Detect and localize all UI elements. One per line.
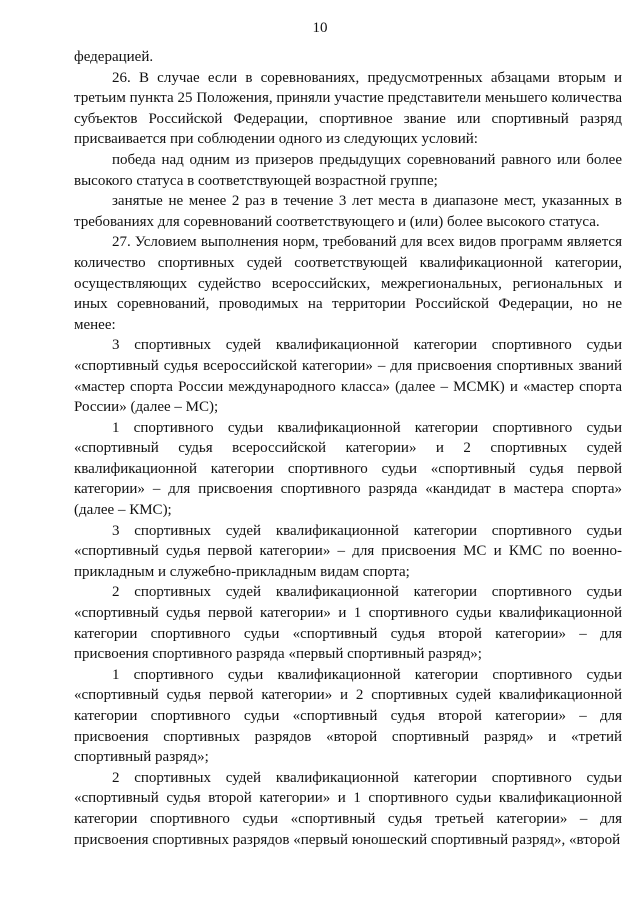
page-number: 10 [312,20,328,36]
paragraph-judges-msmk-ms: 3 спортивных судей квалификационной категории спортивного судьи «спортивный судья всероссийской категории» – для присвоения спортивных званий «мастер спорта России международного класса» (далее – МСМК) и «мастер спорта России» (далее – МС); [74,337,622,416]
paragraph-judges-second-third-rank: 1 спортивного судьи квалификационной категории спортивного судьи «спортивный судья первой категории» и 2 спортивных судей квалификационной категории спортивного судьи «спортивный судья второй категории» – для присвоения спортивных разрядов «второй спортивный разряд» и «третий спортивный разряд»; [74,666,622,766]
paragraph-condition-places: занятые не менее 2 раз в течение 3 лет места в диапазоне мест, указанных в требованиях для соревнований соответствующего и (или) более высокого статуса. [74,193,622,230]
paragraph-continuation: федерацией. [74,49,154,65]
paragraph-judges-youth-rank: 2 спортивных судей квалификационной категории спортивного судьи «спортивный судья второй категории» и 1 спортивного судьи квалификационной категории спортивного судьи «спортивный судья третьей категории» – для присвоения спортивных разрядов «первый юношеский спортивный разряд», «второй [74,769,622,848]
document-body [74,47,622,850]
paragraph-judges-kms: 1 спортивного судьи квалификационной категории спортивного судьи «спортивный судья всероссийской категории» и 2 спортивных судей квалификационной категории спортивного судьи «спортивный судья первой категории» – для присвоения спортивного разряда «кандидат в мастера спорта» (далее – КМС); [74,419,622,519]
paragraph-condition-victory: победа над одним из призеров предыдущих соревнований равного или более высокого статуса в соответствующей возрастной группе; [74,151,622,189]
paragraph-judges-military: 3 спортивных судей квалификационной категории спортивного судьи «спортивный судья первой категории» – для присвоения МС и КМС по военно-прикладным и служебно-прикладным видам спорта; [74,522,622,580]
paragraph-clause-27: 27. Условием выполнения норм, требований для всех видов программ является количество спортивных судей соответствующей квалификационной категории, осуществляющих судейство всероссийских, межрегиональных, региональных и иных соревнований, проводимых на территории Российской Федерации, но не менее: [74,234,622,333]
paragraph-judges-first-rank: 2 спортивных судей квалификационной категории спортивного судьи «спортивный судья первой категории» и 1 спортивного судьи квалификационной категории спортивного судьи «спортивный судья второй категории» – для присвоения спортивного разряда «первый спортивный разряд»; [74,584,622,663]
paragraph-clause-26: 26. В случае если в соревнованиях, предусмотренных абзацами вторым и третьим пункта 25 Положения, приняли участие представители меньшего количества субъектов Российской Федерации, спортивное звание или спортивный разряд присваивается при соблюдении одного из следующих условий: [74,69,622,148]
